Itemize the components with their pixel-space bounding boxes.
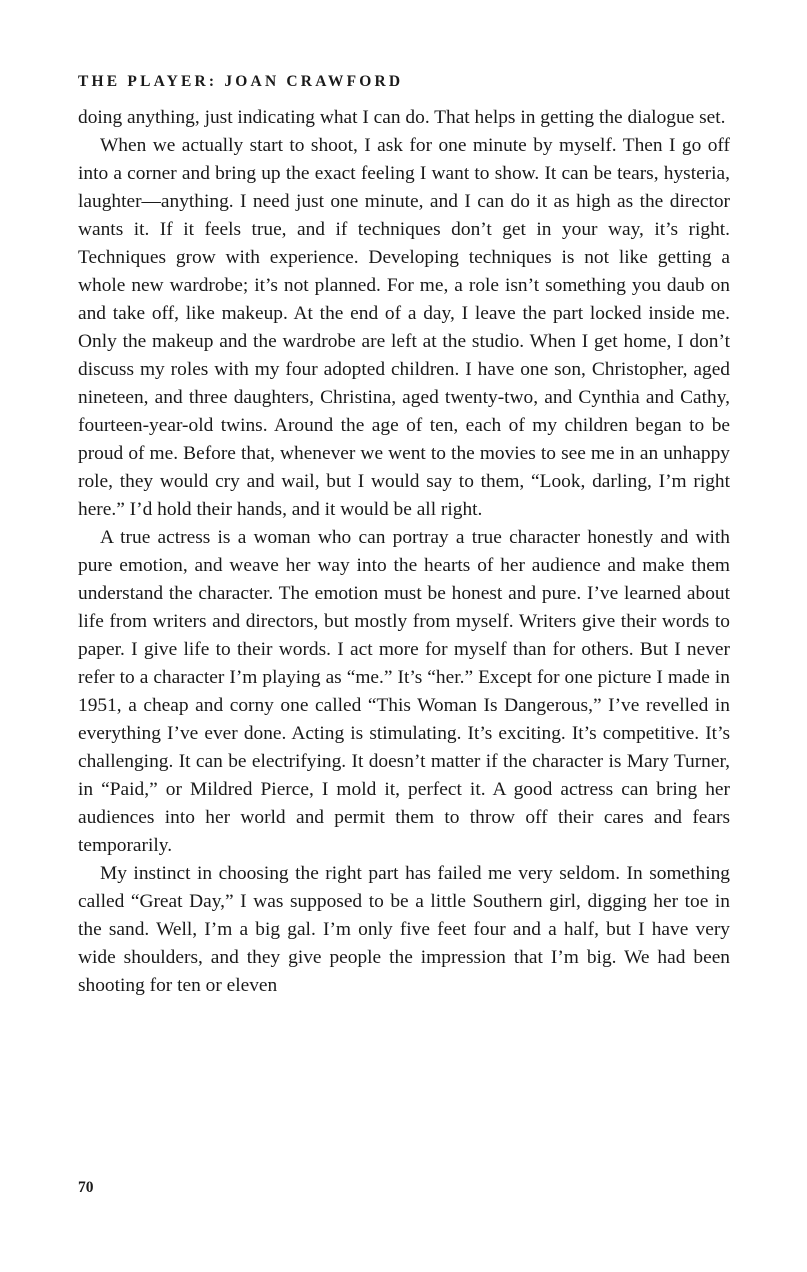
paragraph-continued: doing anything, just indicating what I can do. That helps in getting the dialogue set. — [78, 107, 726, 128]
paragraph: When we actually start to shoot, I ask for one minute by myself. Then I go off into a corner and bring up the exact feeling I want to show. It can be tears, hysteria, laughter—anything. I need just one minute, and I can do it as high as the director wants it. If it feels true, and if techniques don’t get in your way, it’s right. Techniques grow with experience. Developing techniques is not like getting a whole new wardrobe; it’s not planned. For me, a role isn’t something you daub on and take off, like makeup. At the end of a day, I leave the part locked inside me. Only the makeup and the wardrobe are left at the studio. When I get home, I don’t discuss my roles with my four adopted children. I have one son, Christopher, aged nineteen, and three daughters, Christina, aged twenty-two, and Cynthia and Cathy, fourteen-year-old twins. Around the age of ten, each of my children began to be proud of me. Before that, whenever we went to the movies to see me in an unhappy role, they would cry and wail, but I would say to them, “Look, darling, I’m right here.” I’d hold their hands, and it would be all right. — [78, 135, 730, 520]
paragraph: A true actress is a woman who can portray a true character honestly and with pure emotion, and weave her way into the hearts of her audience and make them understand the character. The emotion must be honest and pure. I’ve learned about life from writers and directors, but mostly from myself. Writers give their words to paper. I give life to their words. I act more for myself than for others. But I never refer to a character I’m playing as “me.” It’s “her.” Except for one picture I made in 1951, a cheap and corny one called “This Woman Is Dangerous,” I’ve revelled in everything I’ve ever done. Acting is stimulating. It’s exciting. It’s competitive. It’s challenging. It can be electrifying. It doesn’t matter if the character is Mary Turner, in “Paid,” or Mildred Pierce, I mold it, perfect it. A good actress can bring her audiences into her world and permit them to throw off their cares and fears temporarily. — [78, 527, 730, 856]
running-head: THE PLAYER: JOAN CRAWFORD — [78, 73, 404, 90]
paragraph: My instinct in choosing the right part has failed me very seldom. In something called “Great Day,” I was supposed to be a little Southern girl, digging her toe in the sand. Well, I’m a big gal. I’m only five feet four and a half, but I have very wide shoulders, and they give people the impression that I’m big. We had been shooting for ten or eleven — [78, 863, 730, 996]
page-body — [78, 70, 730, 1000]
page-number: 70 — [78, 1179, 94, 1196]
